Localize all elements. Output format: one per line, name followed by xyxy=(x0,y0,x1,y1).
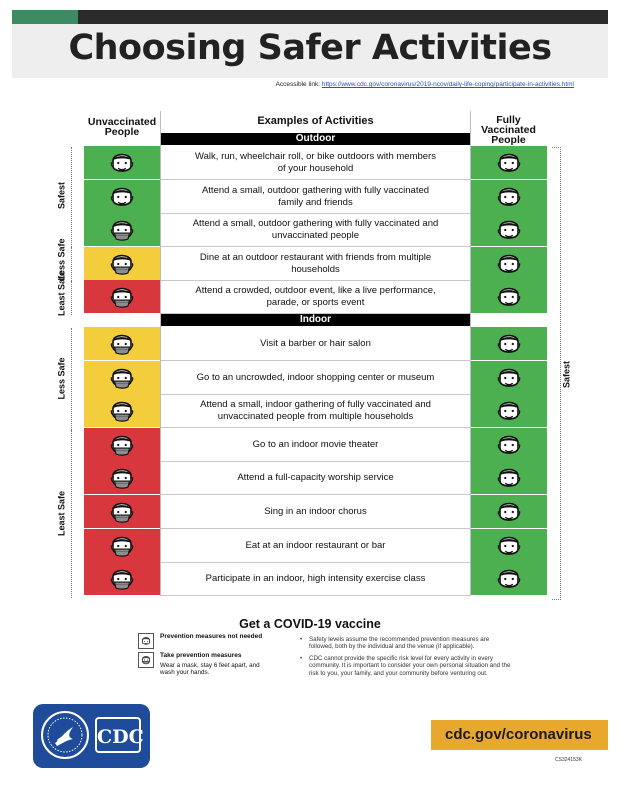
face-icon xyxy=(494,531,524,561)
activity-cell: Dine at an outdoor restaurant with friends from multiple households xyxy=(161,247,470,281)
masked-face-icon xyxy=(107,363,137,393)
footer-url[interactable]: cdc.gov/coronavirus xyxy=(431,720,608,750)
vaccinated-risk-cell xyxy=(471,428,547,462)
face-icon xyxy=(494,363,524,393)
vaccinated-risk-cell xyxy=(471,562,547,596)
face-icon xyxy=(107,182,137,212)
zone-less-safe-outdoor xyxy=(71,247,72,281)
zone-least-safe-outdoor xyxy=(71,281,72,315)
unvaccinated-risk-cell xyxy=(84,213,160,247)
face-icon xyxy=(138,633,154,649)
legend-mask-desc: Wear a mask, stay 6 feet apart, and wash your hands. xyxy=(160,661,260,676)
accessible-link-line xyxy=(276,81,574,88)
unvaccinated-risk-cell xyxy=(84,461,160,495)
col-head-vaccinated: Fully Vaccinated People xyxy=(481,114,536,146)
face-icon xyxy=(494,249,524,279)
activity-cell: Walk, run, wheelchair roll, or bike outdoors with members of your household xyxy=(161,146,470,180)
vaccine-heading: Get a COVID-19 vaccine xyxy=(239,617,381,631)
zone-safest-vaccinated xyxy=(552,147,561,600)
legend-no-mask xyxy=(138,633,262,649)
column-divider xyxy=(470,111,471,596)
face-icon xyxy=(494,329,524,359)
unvaccinated-risk-cell xyxy=(84,562,160,596)
note-item: • Safety levels assume the recommended prevention measures are followed, both by the individual and the venue (if applicable). xyxy=(300,636,515,651)
face-icon xyxy=(494,215,524,245)
unvaccinated-risk-cell xyxy=(84,428,160,462)
cdc-wordmark: CDC xyxy=(95,717,141,753)
activities-table xyxy=(84,111,546,598)
vaccinated-risk-cell xyxy=(471,529,547,563)
activity-cell: Eat at an indoor restaurant or bar xyxy=(161,529,470,563)
activity-cell: Attend a full-capacity worship service xyxy=(161,461,470,495)
notes-list xyxy=(300,636,515,681)
vaccinated-risk-cell xyxy=(471,495,547,529)
zone-label-least-safe-outdoor: Least Safe xyxy=(56,270,67,317)
zone-safest-outdoor xyxy=(71,147,72,247)
face-icon xyxy=(494,430,524,460)
activity-cell: Go to an indoor movie theater xyxy=(161,428,470,462)
legend-mask xyxy=(138,652,260,677)
section-bar-indoor: Indoor xyxy=(161,314,470,326)
activity-cell: Attend a small, indoor gathering of fully vaccinated and unvaccinated people from multiple households xyxy=(161,394,470,428)
doc-code: CS324153K xyxy=(555,757,582,763)
activity-cell: Attend a small, outdoor gathering with fully vaccinated family and friends xyxy=(161,180,470,214)
zone-least-safe-indoor xyxy=(71,430,72,598)
unvaccinated-risk-cell xyxy=(84,247,160,281)
vaccinated-risk-cell xyxy=(471,361,547,395)
activity-cell: Sing in an indoor chorus xyxy=(161,495,470,529)
top-bar xyxy=(12,10,608,24)
vaccinated-risk-cell xyxy=(471,146,547,180)
legend-mask-title: Take prevention measures xyxy=(160,652,242,659)
col-head-examples: Examples of Activities xyxy=(257,115,374,127)
masked-face-icon xyxy=(107,215,137,245)
vaccinated-risk-cell xyxy=(471,280,547,314)
page-title: Choosing Safer Activities xyxy=(68,28,552,68)
face-icon xyxy=(494,282,524,312)
vaccinated-risk-cell xyxy=(471,213,547,247)
unvaccinated-risk-cell xyxy=(84,180,160,214)
unvaccinated-risk-cell xyxy=(84,529,160,563)
col-head-unvaccinated: Unvaccinated People xyxy=(87,116,157,138)
cdc-logo xyxy=(33,704,150,768)
face-icon xyxy=(494,182,524,212)
column-divider xyxy=(160,111,161,596)
masked-face-icon xyxy=(107,531,137,561)
masked-face-icon xyxy=(107,396,137,426)
masked-face-icon xyxy=(107,463,137,493)
legend-no-mask-title: Prevention measures not needed xyxy=(160,633,263,640)
unvaccinated-risk-cell xyxy=(84,327,160,361)
zone-label-safest-right: Safest xyxy=(561,361,572,389)
masked-face-icon xyxy=(107,497,137,527)
top-bar-accent xyxy=(12,10,78,24)
face-icon xyxy=(494,396,524,426)
note-item: • CDC cannot provide the specific risk level for every activity in every community. It is important to consider your own personal situation and the risk to you, your family, and your community before venturing out. xyxy=(300,655,515,677)
unvaccinated-risk-cell xyxy=(84,146,160,180)
zone-less-safe-indoor xyxy=(71,328,72,430)
zone-label-safest: Safest xyxy=(56,182,67,210)
vaccinated-risk-cell xyxy=(471,327,547,361)
masked-face-icon xyxy=(107,564,137,594)
activity-cell: Visit a barber or hair salon xyxy=(161,327,470,361)
zone-label-less-safe-outdoor: Less Safe xyxy=(56,238,67,281)
unvaccinated-risk-cell xyxy=(84,394,160,428)
masked-face-icon xyxy=(138,652,154,668)
vaccinated-risk-cell xyxy=(471,394,547,428)
activity-cell: Participate in an indoor, high intensity exercise class xyxy=(161,562,470,596)
vaccinated-risk-cell xyxy=(471,461,547,495)
face-icon xyxy=(494,463,524,493)
masked-face-icon xyxy=(107,329,137,359)
face-icon xyxy=(494,497,524,527)
accessible-link-label: Accessible link: xyxy=(275,81,321,88)
face-icon xyxy=(494,564,524,594)
section-bar-outdoor: Outdoor xyxy=(161,133,470,145)
face-icon xyxy=(494,148,524,178)
vaccinated-risk-cell xyxy=(471,180,547,214)
activity-cell: Attend a small, outdoor gathering with fully vaccinated and unvaccinated people xyxy=(161,213,470,247)
accessible-link-url[interactable]: https://www.cdc.gov/coronavirus/2019-ncov/daily-life-coping/participate-in-activities.html xyxy=(321,81,574,88)
activity-cell: Go to an uncrowded, indoor shopping center or museum xyxy=(161,361,470,395)
unvaccinated-risk-cell xyxy=(84,361,160,395)
masked-face-icon xyxy=(107,430,137,460)
zone-label-less-safe-indoor: Less Safe xyxy=(56,357,67,400)
face-icon xyxy=(107,148,137,178)
activity-cell: Attend a crowded, outdoor event, like a live performance, parade, or sports event xyxy=(161,280,470,314)
masked-face-icon xyxy=(107,249,137,279)
zone-label-least-safe-indoor: Least Safe xyxy=(56,490,67,537)
hhs-seal-icon xyxy=(41,711,89,759)
vaccinated-risk-cell xyxy=(471,247,547,281)
masked-face-icon xyxy=(107,282,137,312)
unvaccinated-risk-cell xyxy=(84,280,160,314)
unvaccinated-risk-cell xyxy=(84,495,160,529)
